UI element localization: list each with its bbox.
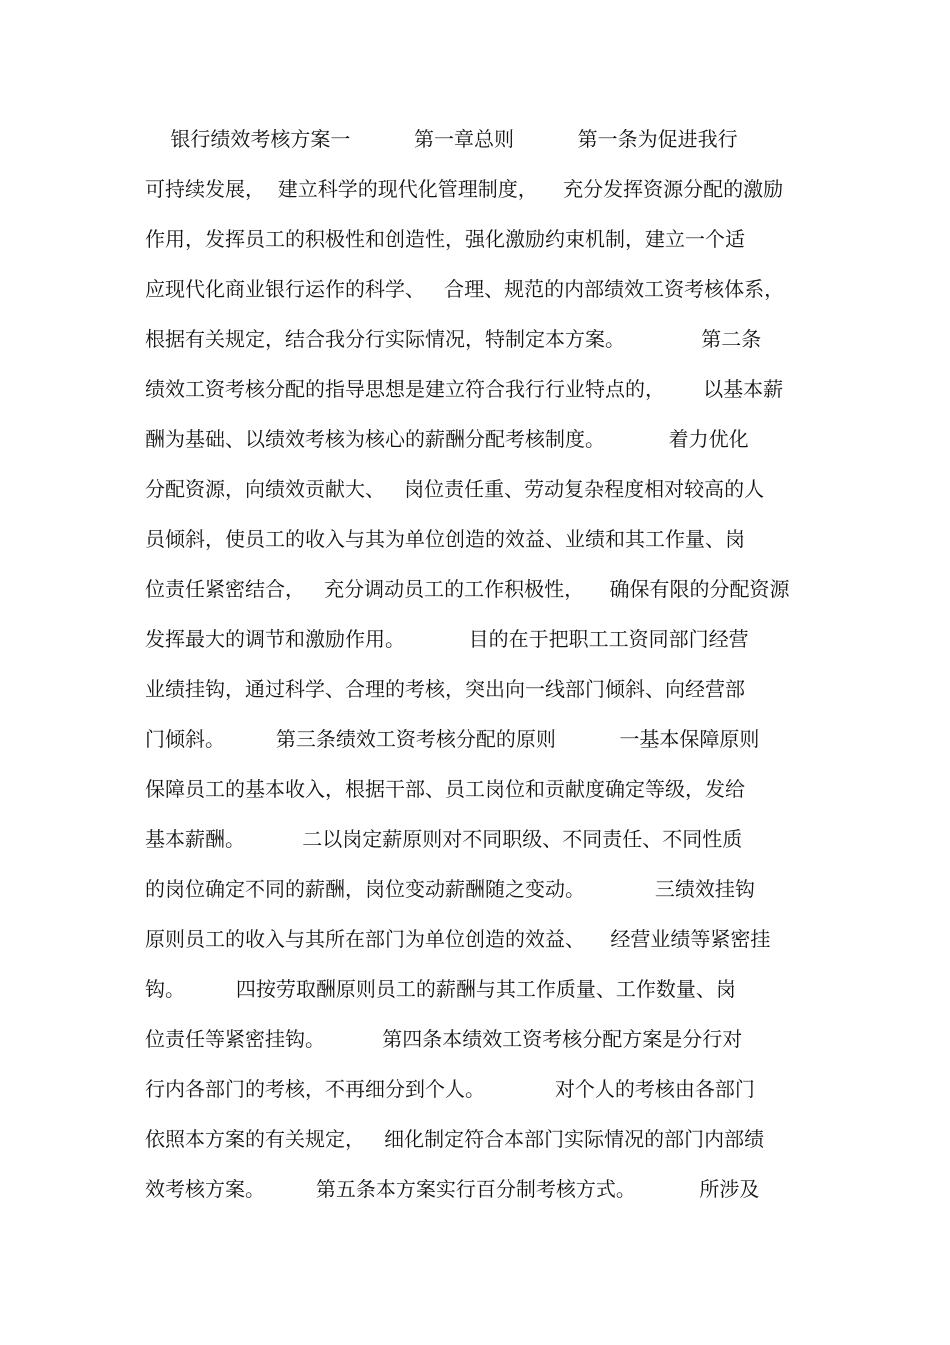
text-line-3: 作用，发挥员工的积极性和创造性，强化激励约束机制，建立一个适 — [145, 227, 745, 251]
document-body — [145, 121, 810, 1221]
text-line-16: 的岗位确定不同的薪酬，岗位变动薪酬随之变动。 三绩效挂钩 — [145, 877, 755, 901]
text-line-1: 银行绩效考核方案一 第一章总则 第一条为促进我行 — [145, 127, 738, 151]
text-line-9: 员倾斜，使员工的收入与其为单位创造的效益、业绩和其工作量、岗 — [145, 527, 745, 551]
text-line-6: 绩效工资考核分配的指导思想是建立符合我行行业特点的， 以基本薪 — [145, 377, 784, 401]
text-line-7: 酬为基础、以绩效考核为核心的薪酬分配考核制度。 着力优化 — [145, 427, 749, 451]
text-line-19: 位责任等紧密挂钩。 第四条本绩效工资考核分配方案是分行对 — [145, 1027, 743, 1051]
text-line-14: 保障员工的基本收入，根据干部、员工岗位和贡献度确定等级，发给 — [145, 777, 745, 801]
text-line-21: 依照本方案的有关规定， 细化制定符合本部门实际情况的部门内部绩 — [145, 1127, 765, 1151]
text-line-22: 效考核方案。 第五条本方案实行百分制考核方式。 所涉及 — [145, 1177, 760, 1201]
text-line-11: 发挥最大的调节和激励作用。 目的在于把职工工资同部门经营 — [145, 627, 749, 651]
text-line-4: 应现代化商业银行运作的科学、 合理、规范的内部绩效工资考核体系， — [145, 277, 785, 301]
text-line-8: 分配资源，向绩效贡献大、 岗位责任重、劳动复杂程度相对较高的人 — [145, 477, 765, 501]
text-line-18: 钩。 四按劳取酬原则员工的薪酬与其工作质量、工作数量、岗 — [145, 977, 736, 1001]
text-line-10: 位责任紧密结合， 充分调动员工的工作积极性， 确保有限的分配资源 — [145, 577, 790, 601]
text-line-17: 原则员工的收入与其所在部门为单位创造的效益、 经营业绩等紧密挂 — [145, 927, 771, 951]
text-line-12: 业绩挂钩，通过科学、合理的考核，突出向一线部门倾斜、向经营部 — [145, 677, 745, 701]
text-line-5: 根据有关规定，结合我分行实际情况，特制定本方案。 第二条 — [145, 327, 762, 351]
text-line-20: 行内各部门的考核，不再细分到个人。 对个人的考核由各部门 — [145, 1077, 755, 1101]
text-line-2: 可持续发展， 建立科学的现代化管理制度， 充分发挥资源分配的激励 — [145, 177, 784, 201]
text-line-13: 门倾斜。 第三条绩效工资考核分配的原则 一基本保障原则 — [145, 727, 760, 751]
text-line-15: 基本薪酬。 二以岗定薪原则对不同职级、不同责任、不同性质 — [145, 827, 743, 851]
